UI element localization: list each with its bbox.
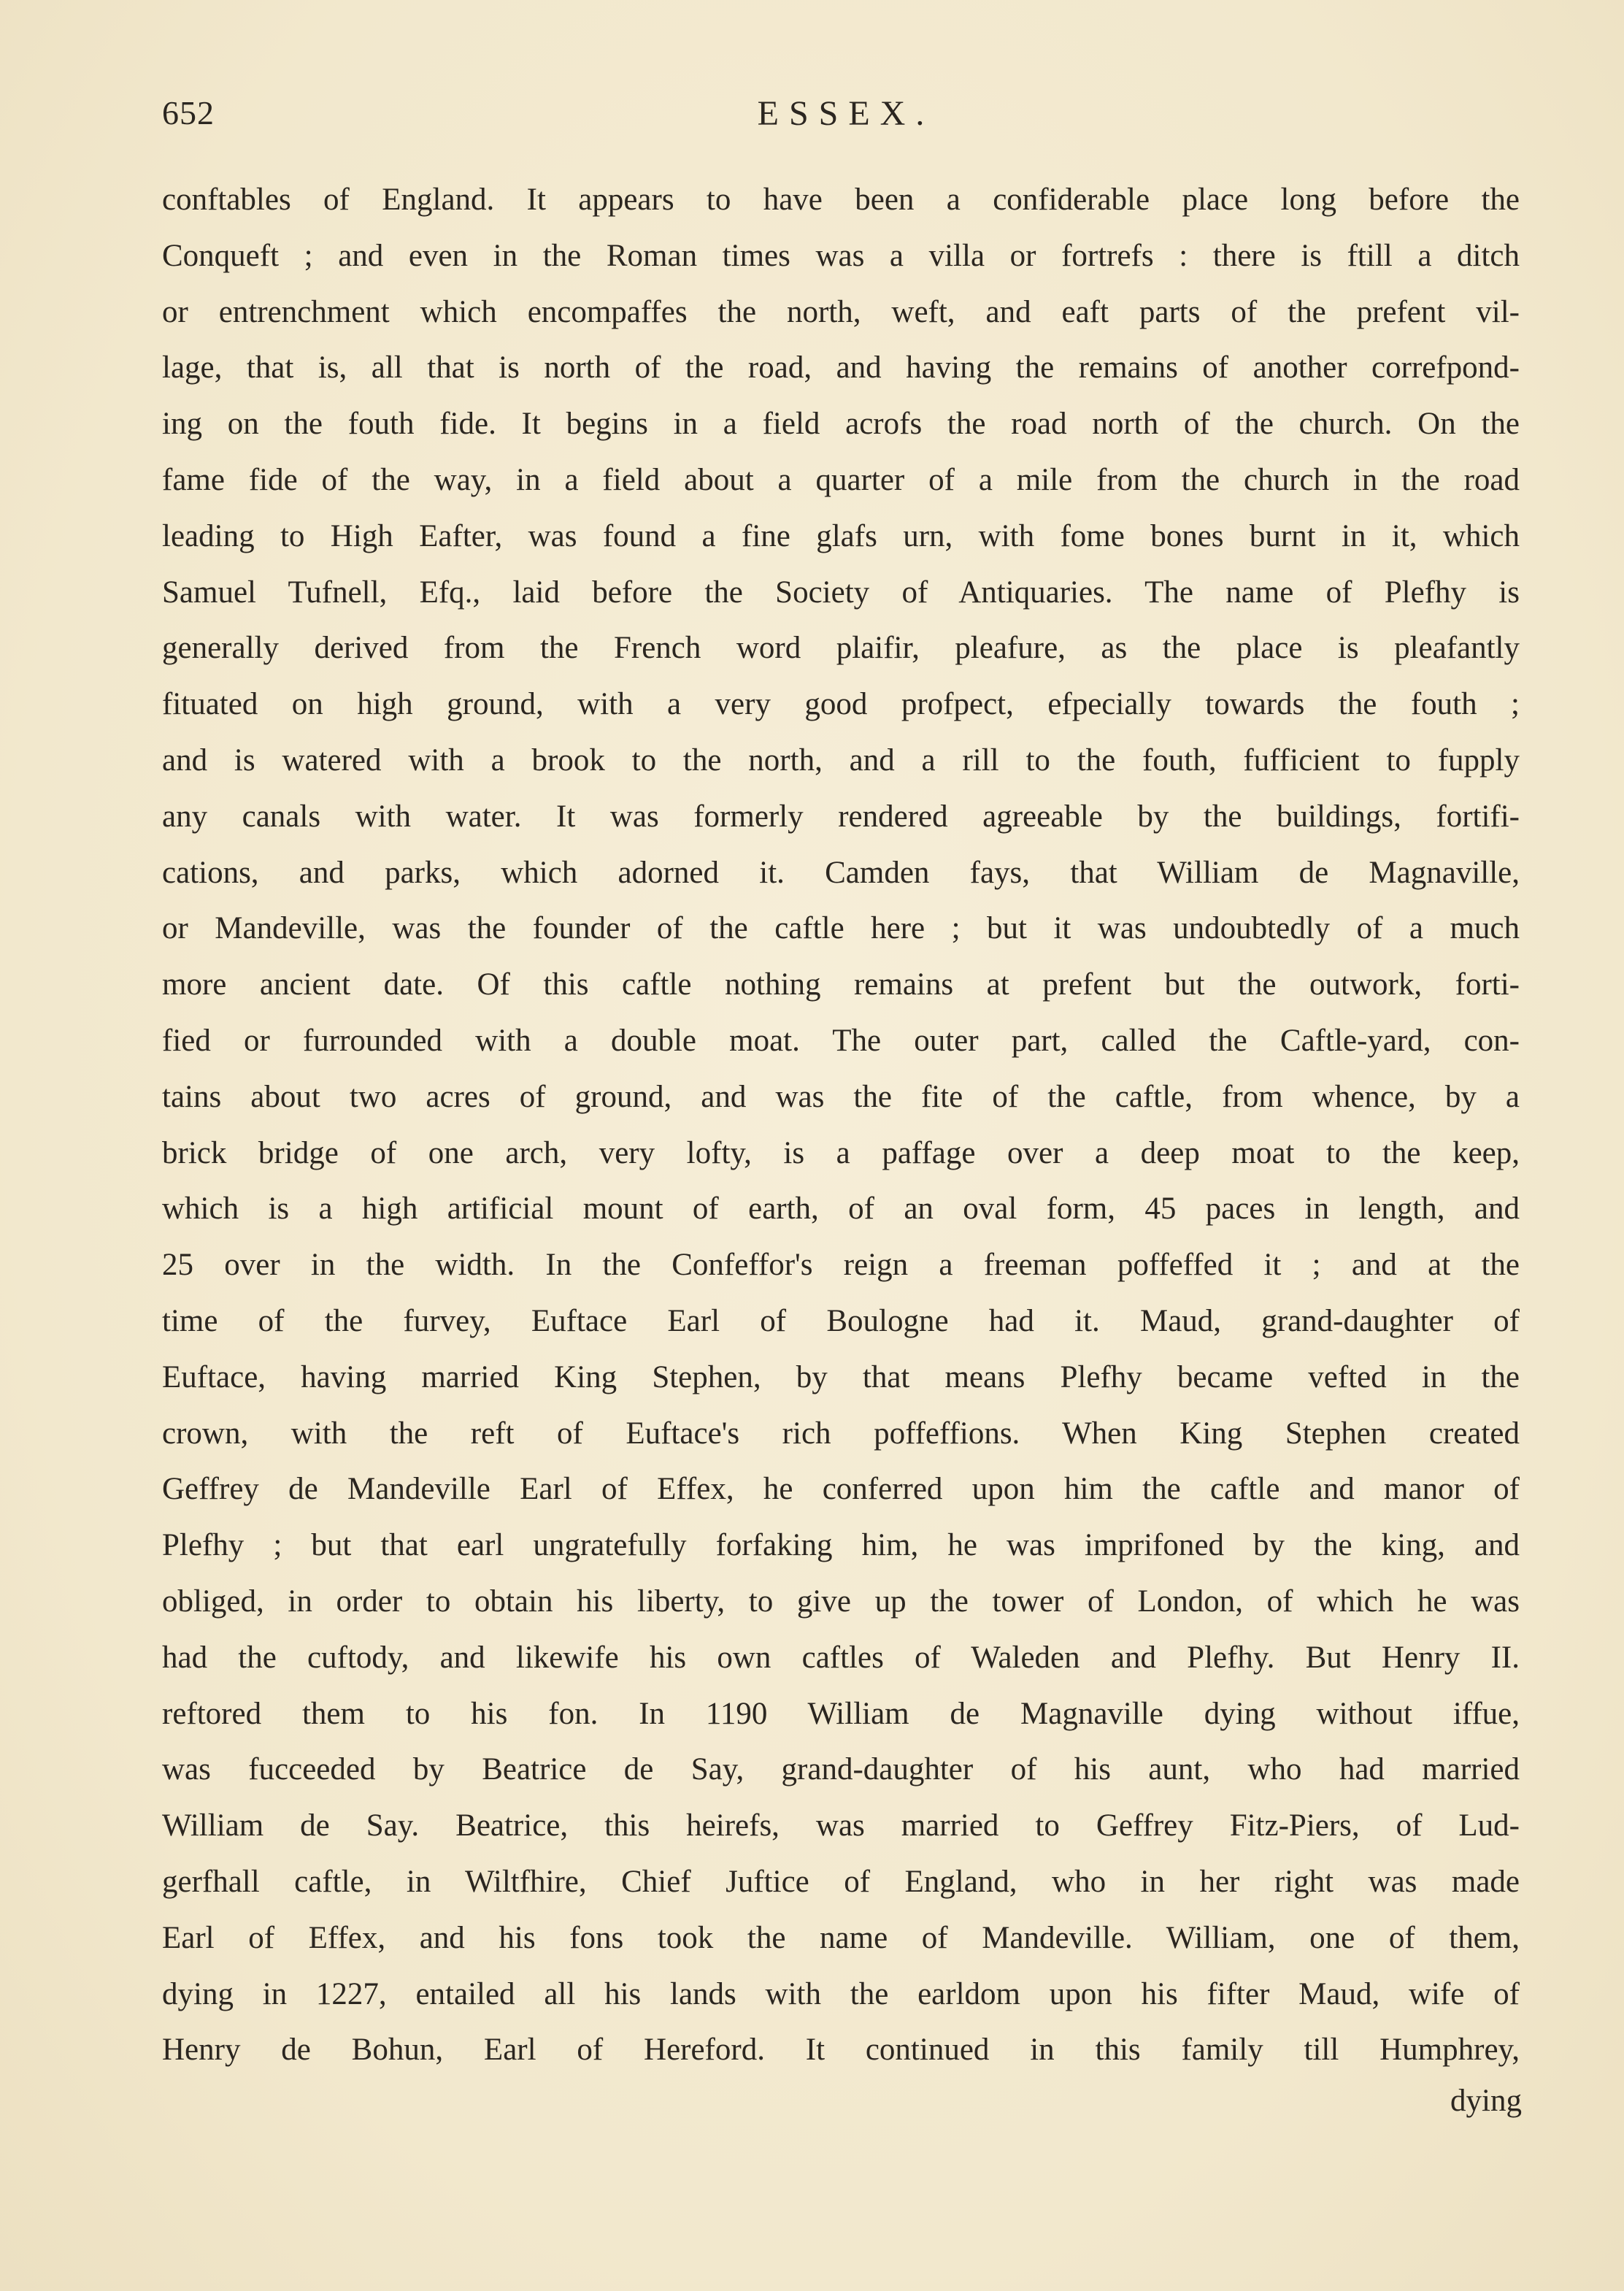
catchword: dying: [1450, 2084, 1522, 2118]
page-header: [162, 93, 1520, 137]
text-line: Plefhy ; but that earl ungratefully forfaking him, he was imprifoned by the king, and: [162, 1528, 1520, 1563]
text-line: fied or furrounded with a double moat. The outer part, called the Caftle-yard, con-: [162, 1023, 1520, 1058]
text-line: crown, with the reft of Euftace's rich poffeffions. When King Stephen created: [162, 1416, 1520, 1451]
text-line: cations, and parks, which adorned it. Camden fays, that William de Magnaville,: [162, 855, 1520, 890]
text-line: time of the furvey, Euftace Earl of Boulogne had it. Maud, grand-daughter of: [162, 1303, 1520, 1338]
text-line: lage, that is, all that is north of the road, and having the remains of another correfpond-: [162, 350, 1520, 385]
text-line: more ancient date. Of this caftle nothing remains at prefent but the outwork, forti-: [162, 967, 1520, 1002]
text-line: dying in 1227, entailed all his lands with the earldom upon his fifter Maud, wife of: [162, 1976, 1520, 2011]
text-line: Geffrey de Mandeville Earl of Effex, he conferred upon him the caftle and manor of: [162, 1472, 1520, 1507]
text-line: William de Say. Beatrice, this heirefs, was married to Geffrey Fitz-Piers, of Lud-: [162, 1808, 1520, 1843]
text-line: which is a high artificial mount of earth, of an oval form, 45 paces in length, and: [162, 1191, 1520, 1227]
text-line: had the cuftody, and likewife his own caftles of Waleden and Plefhy. But Henry II.: [162, 1640, 1520, 1675]
text-line: Earl of Effex, and his fons took the name of Mandeville. William, one of them,: [162, 1920, 1520, 1955]
text-line: leading to High Eafter, was found a fine glafs urn, with fome bones burnt in it, which: [162, 518, 1520, 553]
running-head: ESSEX.: [757, 94, 935, 133]
text-line: or Mandeville, was the founder of the caftle here ; but it was undoubtedly of a much: [162, 911, 1520, 946]
text-line: brick bridge of one arch, very lofty, is a paffage over a deep moat to the keep,: [162, 1135, 1520, 1170]
text-line: and is watered with a brook to the north, and a rill to the fouth, fufficient to fupply: [162, 742, 1520, 778]
text-line: tains about two acres of ground, and was the fite of the caftle, from whence, by a: [162, 1079, 1520, 1114]
text-line: or entrenchment which encompaffes the north, weft, and eaft parts of the prefent vil-: [162, 294, 1520, 329]
text-line: conftables of England. It appears to have been a confiderable place long before the: [162, 183, 1520, 217]
text-line: any canals with water. It was formerly rendered agreeable by the buildings, fortifi-: [162, 799, 1520, 834]
text-line: Henry de Bohun, Earl of Hereford. It continued in this family till Humphrey,: [162, 2033, 1520, 2068]
text-line: was fucceeded by Beatrice de Say, grand-daughter of his aunt, who had married: [162, 1752, 1520, 1787]
text-line: fituated on high ground, with a very good profpect, efpecially towards the fouth ;: [162, 687, 1520, 722]
page-number: 652: [162, 94, 215, 131]
text-line: 25 over in the width. In the Confeffor's reign a freeman poffeffed it ; and at the: [162, 1248, 1520, 1283]
text-line: Samuel Tufnell, Efq., laid before the Society of Antiquaries. The name of Plefhy is: [162, 575, 1520, 610]
text-line: ing on the fouth fide. It begins in a field acrofs the road north of the church. On the: [162, 407, 1520, 442]
text-line: fame fide of the way, in a field about a quarter of a mile from the church in the road: [162, 462, 1520, 497]
text-line: obliged, in order to obtain his liberty, to give up the tower of London, of which he was: [162, 1584, 1520, 1619]
text-line: reftored them to his fon. In 1190 William de Magnaville dying without iffue,: [162, 1696, 1520, 1731]
text-line: Conqueft ; and even in the Roman times was a villa or fortrefs : there is ftill a ditch: [162, 238, 1520, 273]
text-line: Euftace, having married King Stephen, by that means Plefhy became vefted in the: [162, 1359, 1520, 1394]
text-line: generally derived from the French word plaifir, pleafure, as the place is pleafantly: [162, 631, 1520, 666]
text-line: gerfhall caftle, in Wiltfhire, Chief Juftice of England, who in her right was made: [162, 1864, 1520, 1899]
body-text: [162, 172, 1520, 2079]
